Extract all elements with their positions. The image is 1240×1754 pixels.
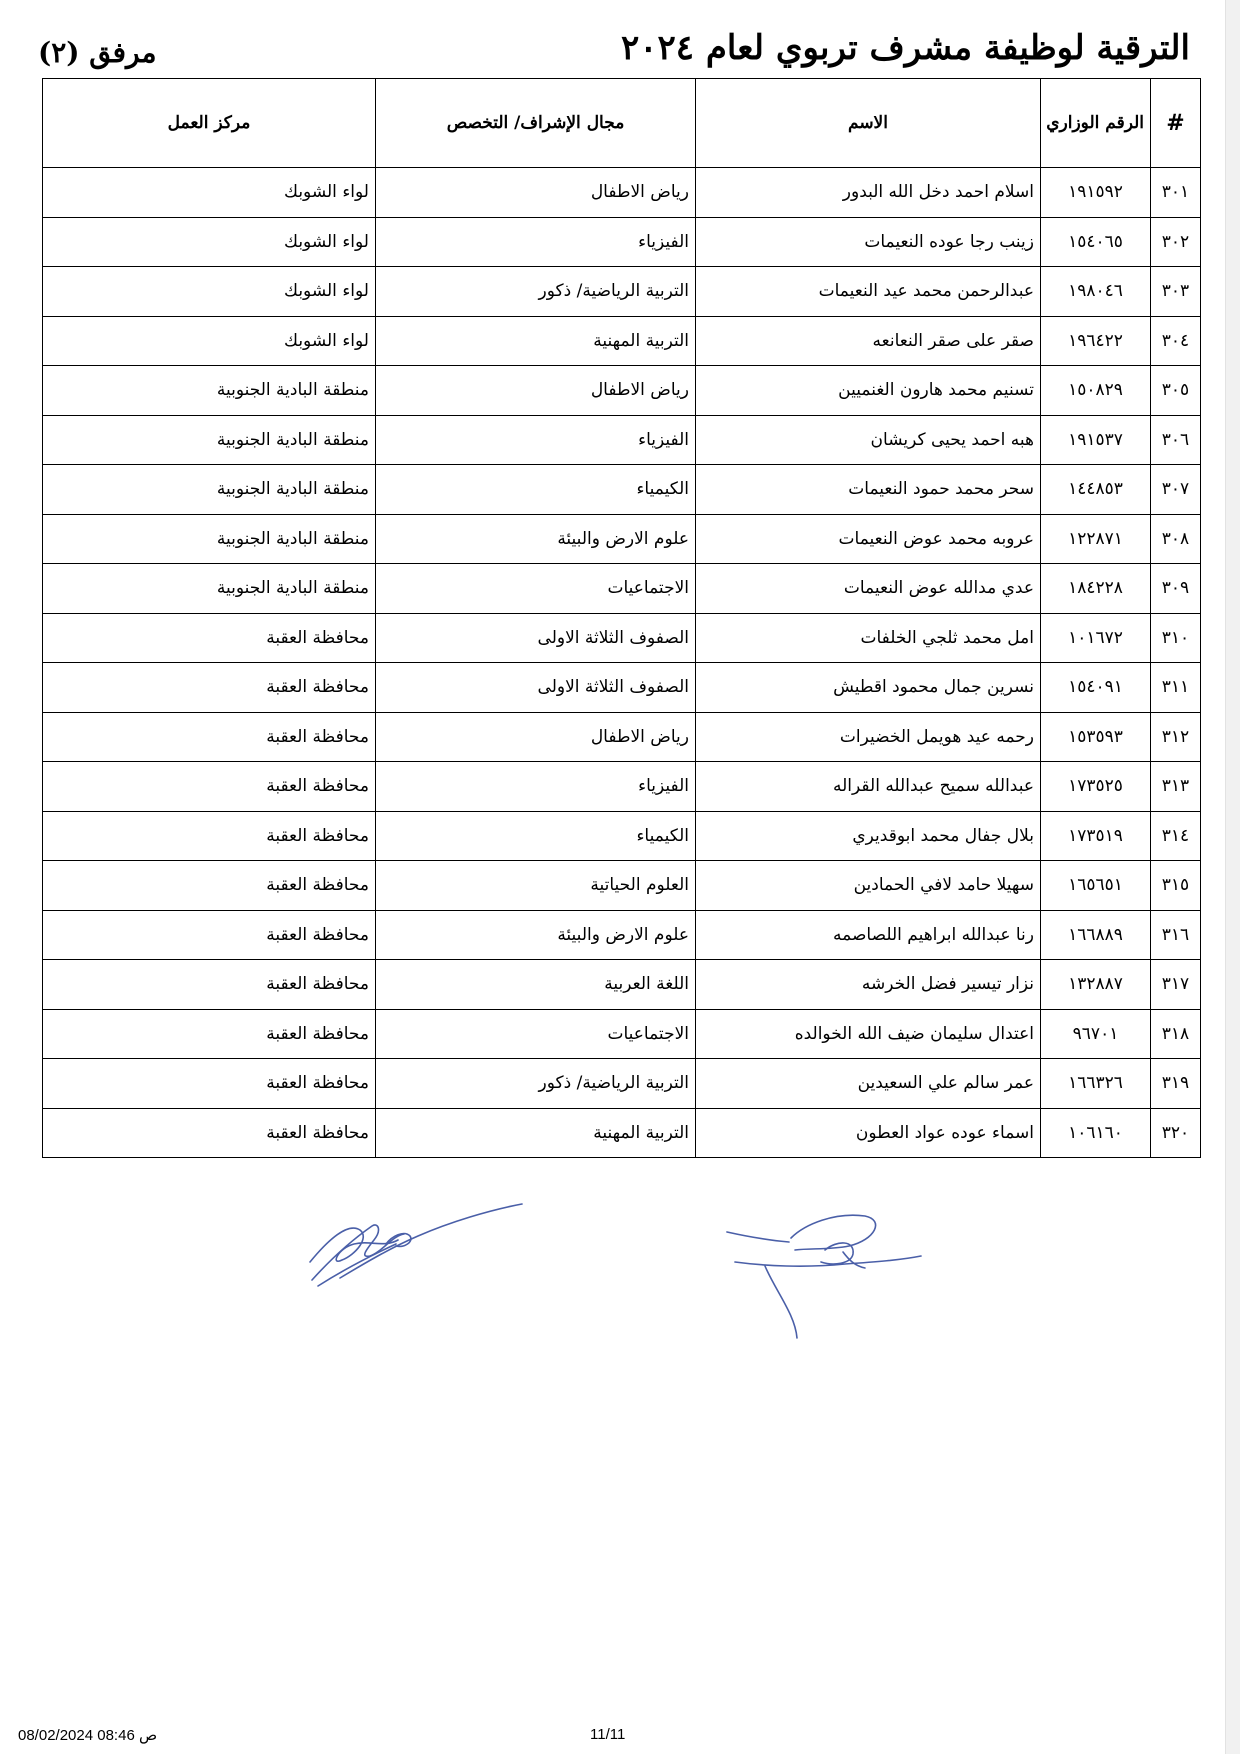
row-number: ٣٠٢ xyxy=(1151,217,1201,267)
table-row xyxy=(43,564,1201,614)
ministry-id: ١٩١٥٣٧ xyxy=(1041,415,1151,465)
supervision-field: التربية الرياضية/ ذكور xyxy=(376,267,696,317)
row-number: ٣٠٣ xyxy=(1151,267,1201,317)
row-number: ٣١٥ xyxy=(1151,861,1201,911)
row-number: ٣١٩ xyxy=(1151,1059,1201,1109)
supervision-field: رياض الاطفال xyxy=(376,366,696,416)
header-number: # xyxy=(1151,79,1201,168)
ministry-id: ١٦٥٦٥١ xyxy=(1041,861,1151,911)
ministry-id: ١٠٦١٦٠ xyxy=(1041,1108,1151,1158)
employee-name: اسماء عوده عواد العطون xyxy=(696,1108,1041,1158)
ministry-id: ١٦٦٣٢٦ xyxy=(1041,1059,1151,1109)
supervision-field: الفيزياء xyxy=(376,762,696,812)
ministry-id: ١٥٤٠٦٥ xyxy=(1041,217,1151,267)
supervision-field: الكيمياء xyxy=(376,811,696,861)
supervision-field: الصفوف الثلاثة الاولى xyxy=(376,613,696,663)
table-row xyxy=(43,267,1201,317)
footer-timestamp: ص 08:46 08/02/2024 xyxy=(18,1727,158,1744)
employee-name: عروبه محمد عوض النعيمات xyxy=(696,514,1041,564)
work-center: محافظة العقبة xyxy=(43,1108,376,1158)
work-center: محافظة العقبة xyxy=(43,910,376,960)
ministry-id: ١٧٣٥١٩ xyxy=(1041,811,1151,861)
header-supervision-field: مجال الإشراف/ التخصص xyxy=(376,79,696,168)
table-row xyxy=(43,960,1201,1010)
employee-name: صقر على صقر النعانعه xyxy=(696,316,1041,366)
supervision-field: الاجتماعيات xyxy=(376,1009,696,1059)
table-body xyxy=(43,168,1201,1158)
employee-name: رنا عبدالله ابراهيم اللصاصمه xyxy=(696,910,1041,960)
supervision-field: الفيزياء xyxy=(376,415,696,465)
page-edge xyxy=(1225,0,1240,1754)
row-number: ٣٠٤ xyxy=(1151,316,1201,366)
row-number: ٣٠٨ xyxy=(1151,514,1201,564)
ministry-id: ١٤٤٨٥٣ xyxy=(1041,465,1151,515)
work-center: محافظة العقبة xyxy=(43,1009,376,1059)
ministry-id: ١٩٨٠٤٦ xyxy=(1041,267,1151,317)
row-number: ٣٠٦ xyxy=(1151,415,1201,465)
footer-page-number: 11/11 xyxy=(590,1726,626,1743)
ministry-id: ١٩٦٤٢٢ xyxy=(1041,316,1151,366)
ministry-id: ١٢٢٨٧١ xyxy=(1041,514,1151,564)
work-center: محافظة العقبة xyxy=(43,762,376,812)
employee-name: عمر سالم علي السعيدين xyxy=(696,1059,1041,1109)
table-row xyxy=(43,465,1201,515)
supervision-field: رياض الاطفال xyxy=(376,168,696,218)
attachment-label: مرفق (٢) xyxy=(38,36,157,69)
employee-name: اعتدال سليمان ضيف الله الخوالده xyxy=(696,1009,1041,1059)
employee-name: بلال جفال محمد ابوقديري xyxy=(696,811,1041,861)
work-center: لواء الشوبك xyxy=(43,316,376,366)
table-row xyxy=(43,910,1201,960)
work-center: منطقة البادية الجنوبية xyxy=(43,465,376,515)
row-number: ٣٠٩ xyxy=(1151,564,1201,614)
ministry-id: ١٥٠٨٢٩ xyxy=(1041,366,1151,416)
supervision-field: علوم الارض والبيئة xyxy=(376,514,696,564)
employee-name: عبدالرحمن محمد عيد النعيمات xyxy=(696,267,1041,317)
employee-name: تسنيم محمد هارون الغنميين xyxy=(696,366,1041,416)
row-number: ٣١٢ xyxy=(1151,712,1201,762)
table-row xyxy=(43,861,1201,911)
employee-name: رحمه عيد هويمل الخضيرات xyxy=(696,712,1041,762)
work-center: لواء الشوبك xyxy=(43,267,376,317)
table-row xyxy=(43,514,1201,564)
work-center: محافظة العقبة xyxy=(43,712,376,762)
table-row xyxy=(43,1108,1201,1158)
ministry-id: ١٣٢٨٨٧ xyxy=(1041,960,1151,1010)
row-number: ٣١٤ xyxy=(1151,811,1201,861)
row-number: ٣٠٧ xyxy=(1151,465,1201,515)
supervision-field: علوم الارض والبيئة xyxy=(376,910,696,960)
employee-name: هبه احمد يحيى كريشان xyxy=(696,415,1041,465)
signature-left xyxy=(300,1200,530,1300)
row-number: ٣٠٥ xyxy=(1151,366,1201,416)
table-row xyxy=(43,217,1201,267)
employee-name: امل محمد ثلجي الخلفات xyxy=(696,613,1041,663)
header-ministry-id: الرقم الوزاري xyxy=(1041,79,1151,168)
row-number: ٣١١ xyxy=(1151,663,1201,713)
ministry-id: ١٥٣٥٩٣ xyxy=(1041,712,1151,762)
row-number: ٣١٦ xyxy=(1151,910,1201,960)
row-number: ٣٢٠ xyxy=(1151,1108,1201,1158)
employee-name: عبدالله سميح عبدالله القراله xyxy=(696,762,1041,812)
work-center: منطقة البادية الجنوبية xyxy=(43,415,376,465)
supervision-field: التربية المهنية xyxy=(376,316,696,366)
work-center: لواء الشوبك xyxy=(43,168,376,218)
table-row xyxy=(43,366,1201,416)
table-row xyxy=(43,415,1201,465)
supervision-field: التربية المهنية xyxy=(376,1108,696,1158)
work-center: محافظة العقبة xyxy=(43,861,376,911)
table-row xyxy=(43,168,1201,218)
header-name: الاسم xyxy=(696,79,1041,168)
employee-name: اسلام احمد دخل الله البدور xyxy=(696,168,1041,218)
employee-name: زينب رجا عوده النعيمات xyxy=(696,217,1041,267)
page-title: الترقية لوظيفة مشرف تربوي لعام ٢٠٢٤ xyxy=(620,28,1190,68)
employee-name: سهيلا حامد لافي الحمادين xyxy=(696,861,1041,911)
row-number: ٣١٨ xyxy=(1151,1009,1201,1059)
roster-table xyxy=(42,78,1201,1158)
supervision-field: اللغة العربية xyxy=(376,960,696,1010)
work-center: منطقة البادية الجنوبية xyxy=(43,564,376,614)
work-center: محافظة العقبة xyxy=(43,663,376,713)
supervision-field: الكيمياء xyxy=(376,465,696,515)
row-number: ٣١٠ xyxy=(1151,613,1201,663)
ministry-id: ١٨٤٢٢٨ xyxy=(1041,564,1151,614)
ministry-id: ١٥٤٠٩١ xyxy=(1041,663,1151,713)
work-center: محافظة العقبة xyxy=(43,811,376,861)
supervision-field: الاجتماعيات xyxy=(376,564,696,614)
ministry-id: ١٩١٥٩٢ xyxy=(1041,168,1151,218)
work-center: منطقة البادية الجنوبية xyxy=(43,514,376,564)
ministry-id: ٩٦٧٠١ xyxy=(1041,1009,1151,1059)
work-center: منطقة البادية الجنوبية xyxy=(43,366,376,416)
supervision-field: العلوم الحياتية xyxy=(376,861,696,911)
row-number: ٣١٣ xyxy=(1151,762,1201,812)
supervision-field: رياض الاطفال xyxy=(376,712,696,762)
employee-name: نزار تيسير فضل الخرشه xyxy=(696,960,1041,1010)
table-row xyxy=(43,663,1201,713)
row-number: ٣٠١ xyxy=(1151,168,1201,218)
employee-name: عدي مدالله عوض النعيمات xyxy=(696,564,1041,614)
row-number: ٣١٧ xyxy=(1151,960,1201,1010)
table-row xyxy=(43,316,1201,366)
table-row xyxy=(43,613,1201,663)
ministry-id: ١٧٣٥٢٥ xyxy=(1041,762,1151,812)
work-center: محافظة العقبة xyxy=(43,1059,376,1109)
table-row xyxy=(43,762,1201,812)
table-header-row xyxy=(43,79,1201,168)
employee-name: سحر محمد حمود النعيمات xyxy=(696,465,1041,515)
table-row xyxy=(43,1009,1201,1059)
table-row xyxy=(43,1059,1201,1109)
table-row xyxy=(43,811,1201,861)
table-row xyxy=(43,712,1201,762)
work-center: محافظة العقبة xyxy=(43,960,376,1010)
work-center: محافظة العقبة xyxy=(43,613,376,663)
supervision-field: الفيزياء xyxy=(376,217,696,267)
supervision-field: الصفوف الثلاثة الاولى xyxy=(376,663,696,713)
signature-right xyxy=(725,1210,935,1340)
employee-name: نسرين جمال محمود اقطيش xyxy=(696,663,1041,713)
header-work-center: مركز العمل xyxy=(43,79,376,168)
ministry-id: ١٦٦٨٨٩ xyxy=(1041,910,1151,960)
ministry-id: ١٠١٦٧٢ xyxy=(1041,613,1151,663)
supervision-field: التربية الرياضية/ ذكور xyxy=(376,1059,696,1109)
work-center: لواء الشوبك xyxy=(43,217,376,267)
